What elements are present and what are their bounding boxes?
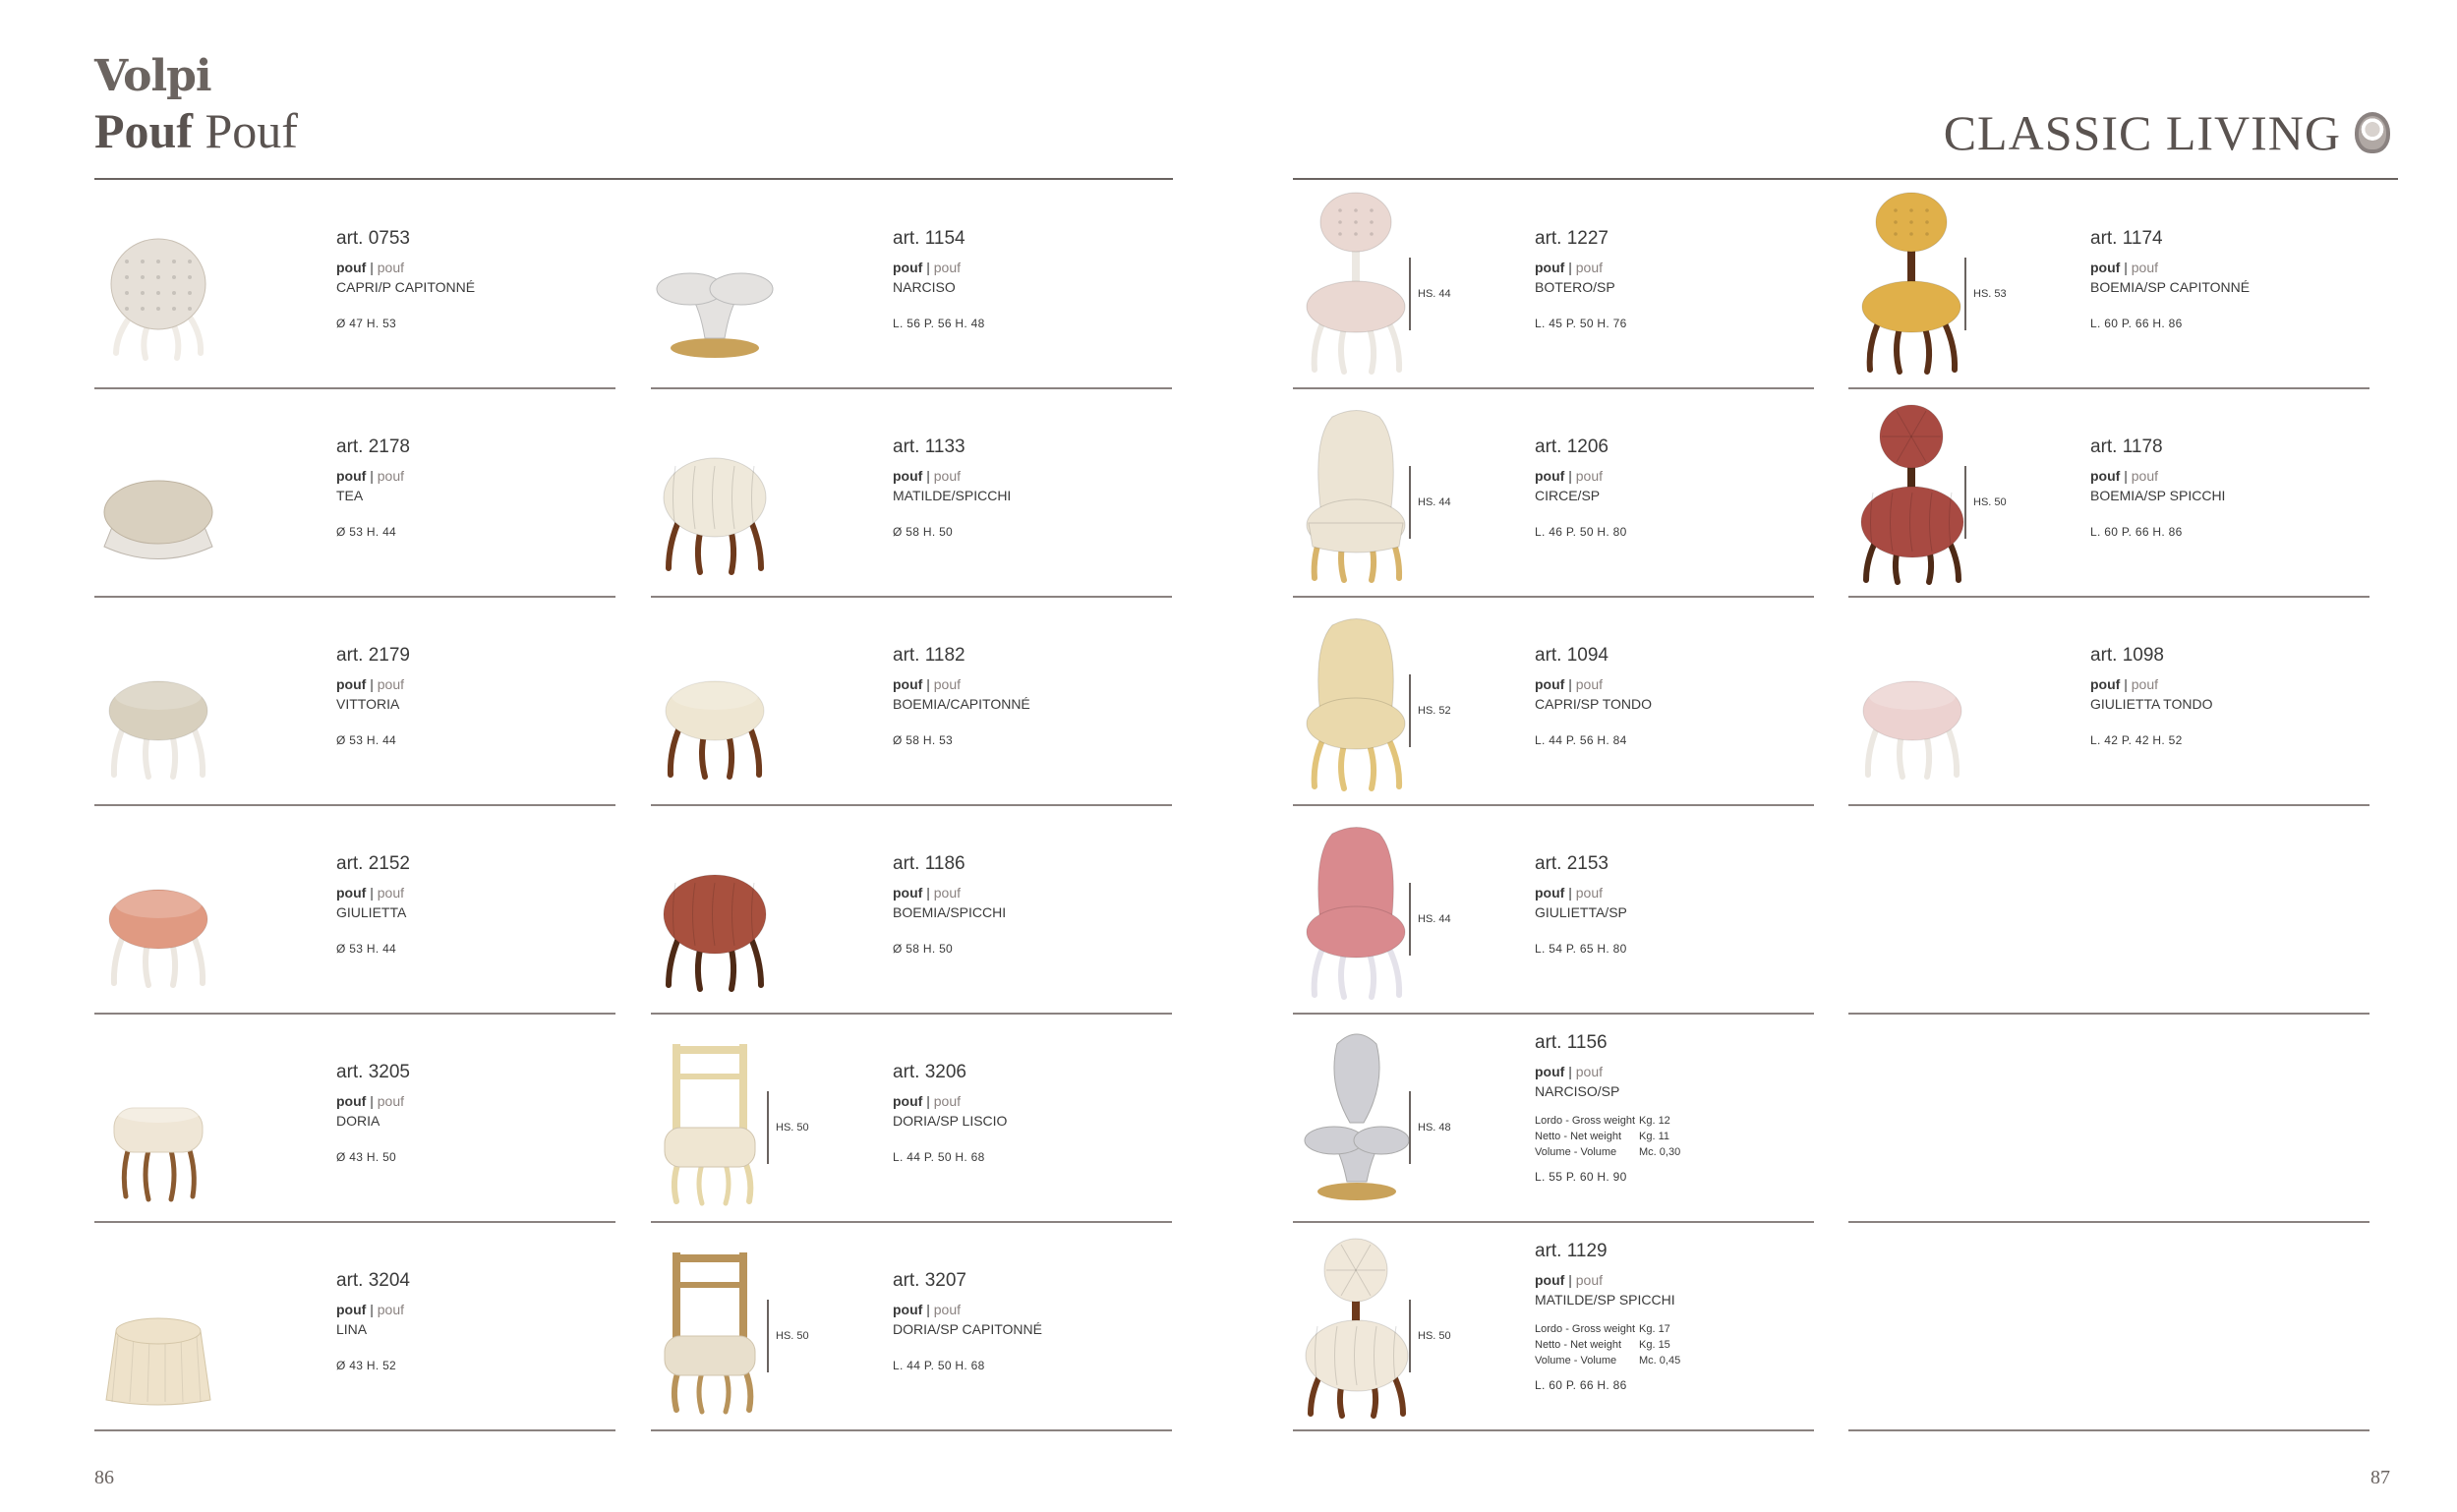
model-name: CIRCE/SP — [1535, 488, 1601, 503]
product-image — [1293, 1024, 1421, 1211]
model-name: BOEMIA/SP SPICCHI — [2090, 488, 2226, 503]
model-name: GIULIETTA — [336, 904, 407, 920]
model-name: LINA — [336, 1321, 368, 1337]
type-english: pouf — [377, 676, 404, 692]
product-type: pouf | pouf — [893, 1302, 961, 1317]
product-type: pouf | pouf — [336, 468, 404, 484]
product-card — [1293, 1013, 1814, 1223]
product-card — [1293, 804, 1814, 1015]
dimensions: L. 44 P. 50 H. 68 — [893, 1359, 985, 1372]
model-name: BOEMIA/SP CAPITONNÉ — [2090, 279, 2251, 295]
pouf-photo — [94, 608, 222, 794]
gross-weight-value: Kg. 12 — [1639, 1115, 1670, 1127]
dimensions: L. 55 P. 60 H. 90 — [1535, 1170, 1627, 1184]
model-name: VITTORIA — [336, 696, 400, 712]
pouf-photo — [1293, 1024, 1421, 1211]
model-name: GIULIETTA/SP — [1535, 904, 1627, 920]
type-italian: pouf — [1535, 885, 1565, 901]
dimensions: L. 56 P. 56 H. 48 — [893, 317, 985, 330]
pouf-photo — [94, 191, 222, 378]
product-info — [336, 1270, 615, 1372]
type-italian: pouf — [336, 885, 367, 901]
gross-weight-label: Lordo - Gross weight — [1535, 1115, 1636, 1127]
pouf-photo — [651, 399, 779, 586]
dimensions: L. 45 P. 50 H. 76 — [1535, 317, 1627, 330]
product-image — [1293, 816, 1421, 1003]
product-type: pouf | pouf — [893, 260, 961, 275]
model-name: MATILDE/SP SPICCHI — [1535, 1292, 1675, 1308]
product-info — [336, 436, 615, 539]
model-name: BOEMIA/CAPITONNÉ — [893, 696, 1030, 712]
model-name: GIULIETTA TONDO — [2090, 696, 2213, 712]
model-name: DORIA/SP LISCIO — [893, 1113, 1008, 1129]
article-number: art. 1154 — [893, 228, 965, 249]
type-italian: pouf — [893, 676, 923, 692]
model-name: NARCISO — [893, 279, 956, 295]
type-italian: pouf — [1535, 468, 1565, 484]
net-weight-value: Kg. 11 — [1639, 1131, 1669, 1142]
product-card — [651, 596, 1172, 806]
product-info — [893, 436, 1172, 539]
product-image — [651, 1024, 779, 1211]
product-card — [1293, 1221, 1814, 1431]
gross-weight-label: Lordo - Gross weight — [1535, 1323, 1636, 1335]
type-italian: pouf — [336, 1093, 367, 1109]
type-italian: pouf — [1535, 676, 1565, 692]
type-english: pouf — [1575, 676, 1603, 692]
product-image — [94, 399, 222, 586]
article-number: art. 1174 — [2090, 228, 2163, 249]
article-number: art. 0753 — [336, 228, 410, 249]
type-italian: pouf — [336, 1302, 367, 1317]
product-type: pouf | pouf — [1535, 260, 1603, 275]
type-english: pouf — [1575, 1272, 1603, 1288]
collection-emblem-icon — [2355, 112, 2390, 153]
product-type: pouf | pouf — [336, 1302, 404, 1317]
type-english: pouf — [2131, 676, 2158, 692]
product-type: pouf | pouf — [1535, 885, 1603, 901]
net-weight-value: Kg. 15 — [1639, 1339, 1670, 1351]
pouf-photo — [94, 1024, 222, 1211]
product-type: pouf | pouf — [893, 885, 961, 901]
product-info — [893, 853, 1172, 956]
product-image — [1848, 399, 1976, 586]
product-type: pouf | pouf — [893, 468, 961, 484]
type-english: pouf — [933, 676, 961, 692]
product-type: pouf | pouf — [2090, 468, 2158, 484]
product-type: pouf | pouf — [1535, 468, 1603, 484]
article-number: art. 1133 — [893, 436, 965, 457]
product-info — [2090, 436, 2369, 539]
product-image — [1848, 191, 1976, 378]
model-name: NARCISO/SP — [1535, 1083, 1620, 1099]
product-type: pouf | pouf — [336, 1093, 404, 1109]
product-type: pouf | pouf — [893, 676, 961, 692]
article-number: art. 3206 — [893, 1062, 966, 1082]
product-info — [893, 228, 1172, 330]
article-number: art. 3207 — [893, 1270, 966, 1291]
pouf-photo — [1848, 399, 1976, 586]
product-type: pouf | pouf — [336, 260, 404, 275]
product-info — [893, 645, 1172, 747]
dimensions: Ø 43 H. 52 — [336, 1359, 397, 1372]
dimensions: L. 60 P. 66 H. 86 — [2090, 525, 2183, 539]
pouf-photo — [94, 816, 222, 1003]
article-number: art. 2178 — [336, 436, 410, 457]
net-weight-label: Netto - Net weight — [1535, 1131, 1622, 1142]
article-number: art. 1206 — [1535, 436, 1609, 457]
product-card — [94, 596, 615, 806]
product-info — [893, 1270, 1172, 1372]
pouf-photo — [1848, 608, 1976, 794]
type-english: pouf — [2131, 468, 2158, 484]
empty-slot-divider — [1848, 1221, 2369, 1223]
type-italian: pouf — [2090, 468, 2121, 484]
type-english: pouf — [377, 885, 404, 901]
product-type: pouf | pouf — [1535, 1272, 1603, 1288]
weight-table — [1535, 1321, 1814, 1368]
model-name: BOEMIA/SPICCHI — [893, 904, 1007, 920]
product-type: pouf | pouf — [1535, 1064, 1603, 1079]
product-info — [1535, 228, 1814, 330]
type-italian: pouf — [893, 1302, 923, 1317]
pouf-photo — [651, 1233, 779, 1420]
article-number: art. 3205 — [336, 1062, 410, 1082]
article-number: art. 3204 — [336, 1270, 410, 1291]
pouf-photo — [1293, 399, 1421, 586]
type-italian: pouf — [893, 468, 923, 484]
product-info — [2090, 228, 2369, 330]
dimensions: L. 60 P. 66 H. 86 — [2090, 317, 2183, 330]
type-english: pouf — [1575, 260, 1603, 275]
product-card — [651, 179, 1172, 389]
type-english: pouf — [377, 260, 404, 275]
product-image — [94, 1024, 222, 1211]
type-italian: pouf — [893, 1093, 923, 1109]
product-info — [1535, 1032, 1814, 1184]
type-english: pouf — [1575, 885, 1603, 901]
product-image — [94, 816, 222, 1003]
gross-weight-value: Kg. 17 — [1639, 1323, 1670, 1335]
type-english: pouf — [933, 260, 961, 275]
article-number: art. 1129 — [1535, 1241, 1608, 1261]
type-english: pouf — [377, 468, 404, 484]
volume-label: Volume - Volume — [1535, 1146, 1617, 1158]
model-name: CAPRI/SP TONDO — [1535, 696, 1653, 712]
product-info — [336, 645, 615, 747]
product-type: pouf | pouf — [336, 885, 404, 901]
dimensions: L. 42 P. 42 H. 52 — [2090, 733, 2183, 747]
pouf-photo — [1293, 1233, 1421, 1420]
pouf-photo — [1293, 608, 1421, 794]
product-image — [1848, 608, 1976, 794]
seat-height-label: HS. 50 — [1409, 1300, 1451, 1372]
product-info — [1535, 645, 1814, 747]
product-image — [1293, 191, 1421, 378]
title-english: Pouf — [205, 103, 298, 158]
dimensions: Ø 53 H. 44 — [336, 525, 397, 539]
page-title — [94, 102, 298, 159]
article-number: art. 1178 — [2090, 436, 2163, 457]
dimensions: L. 60 P. 66 H. 86 — [1535, 1378, 1627, 1392]
type-english: pouf — [933, 1093, 961, 1109]
seat-height-label: HS. 50 — [767, 1091, 809, 1164]
pouf-photo — [1293, 191, 1421, 378]
product-info — [1535, 853, 1814, 956]
product-type: pouf | pouf — [1535, 676, 1603, 692]
type-italian: pouf — [893, 885, 923, 901]
type-english: pouf — [2131, 260, 2158, 275]
product-card — [1293, 179, 1814, 389]
pouf-photo — [651, 191, 779, 378]
seat-height-label: HS. 50 — [767, 1300, 809, 1372]
article-number: art. 1156 — [1535, 1032, 1608, 1053]
article-number: art. 1098 — [2090, 645, 2164, 666]
article-number: art. 2153 — [1535, 853, 1609, 874]
type-italian: pouf — [336, 676, 367, 692]
type-italian: pouf — [2090, 260, 2121, 275]
product-image — [651, 1233, 779, 1420]
type-english: pouf — [377, 1302, 404, 1317]
dimensions: Ø 58 H. 50 — [893, 525, 954, 539]
product-image — [651, 816, 779, 1003]
collection-name: CLASSIC LIVING — [1943, 105, 2341, 160]
dimensions: Ø 58 H. 50 — [893, 942, 954, 956]
type-english: pouf — [1575, 468, 1603, 484]
product-card — [94, 1221, 615, 1431]
brand-logo: Volpi — [94, 51, 211, 101]
product-card — [651, 1013, 1172, 1223]
article-number: art. 1227 — [1535, 228, 1609, 249]
type-italian: pouf — [1535, 1272, 1565, 1288]
type-english: pouf — [933, 885, 961, 901]
product-card — [1848, 596, 2369, 806]
article-number: art. 1094 — [1535, 645, 1609, 666]
article-number: art. 1182 — [893, 645, 965, 666]
page-number: 86 — [94, 1467, 114, 1488]
left-page — [0, 0, 1228, 1512]
product-card — [94, 804, 615, 1015]
product-card — [1848, 387, 2369, 598]
product-type: pouf | pouf — [2090, 260, 2158, 275]
weight-table — [1535, 1113, 1814, 1160]
product-image — [94, 1233, 222, 1420]
dimensions: L. 46 P. 50 H. 80 — [1535, 525, 1627, 539]
volume-value: Mc. 0,45 — [1639, 1355, 1681, 1367]
pouf-photo — [651, 608, 779, 794]
seat-height-label: HS. 50 — [1964, 466, 2007, 539]
type-italian: pouf — [336, 468, 367, 484]
pouf-photo — [651, 816, 779, 1003]
product-image — [1293, 1233, 1421, 1420]
product-type: pouf | pouf — [893, 1093, 961, 1109]
product-card — [1293, 596, 1814, 806]
right-page — [1228, 0, 2457, 1512]
pouf-photo — [94, 1233, 222, 1420]
volume-label: Volume - Volume — [1535, 1355, 1617, 1367]
product-card — [94, 179, 615, 389]
empty-slot-divider — [1848, 1013, 2369, 1015]
type-italian: pouf — [893, 260, 923, 275]
collection-title — [1944, 104, 2390, 161]
model-name: CAPRI/P CAPITONNÉ — [336, 279, 476, 295]
product-info — [1535, 1241, 1814, 1392]
product-card — [1293, 387, 1814, 598]
seat-height-label: HS. 52 — [1409, 674, 1451, 747]
article-number: art. 2152 — [336, 853, 410, 874]
seat-height-label: HS. 44 — [1409, 258, 1451, 330]
model-name: BOTERO/SP — [1535, 279, 1615, 295]
product-info — [336, 228, 615, 330]
article-number: art. 2179 — [336, 645, 410, 666]
type-english: pouf — [933, 468, 961, 484]
product-card — [1848, 179, 2369, 389]
product-card — [651, 804, 1172, 1015]
product-image — [651, 191, 779, 378]
empty-slot-divider — [1848, 1429, 2369, 1431]
seat-height-label: HS. 44 — [1409, 466, 1451, 539]
pouf-photo — [1848, 191, 1976, 378]
dimensions: Ø 47 H. 53 — [336, 317, 397, 330]
dimensions: L. 44 P. 50 H. 68 — [893, 1150, 985, 1164]
dimensions: Ø 43 H. 50 — [336, 1150, 397, 1164]
model-name: TEA — [336, 488, 364, 503]
product-card — [651, 1221, 1172, 1431]
dimensions: Ø 53 H. 44 — [336, 942, 397, 956]
product-image — [94, 191, 222, 378]
product-info — [1535, 436, 1814, 539]
title-italian: Pouf — [94, 103, 193, 158]
product-image — [651, 399, 779, 586]
article-number: art. 1186 — [893, 853, 965, 874]
product-image — [1293, 608, 1421, 794]
product-image — [651, 608, 779, 794]
product-card — [651, 387, 1172, 598]
product-info — [336, 853, 615, 956]
product-image — [1293, 399, 1421, 586]
seat-height-label: HS. 48 — [1409, 1091, 1451, 1164]
product-type: pouf | pouf — [336, 676, 404, 692]
net-weight-label: Netto - Net weight — [1535, 1339, 1622, 1351]
type-italian: pouf — [336, 260, 367, 275]
product-info — [2090, 645, 2369, 747]
dimensions: L. 44 P. 56 H. 84 — [1535, 733, 1627, 747]
pouf-photo — [94, 399, 222, 586]
product-card — [94, 1013, 615, 1223]
product-info — [893, 1062, 1172, 1164]
type-english: pouf — [933, 1302, 961, 1317]
page-number: 87 — [2370, 1467, 2390, 1488]
dimensions: Ø 53 H. 44 — [336, 733, 397, 747]
seat-height-label: HS. 44 — [1409, 883, 1451, 956]
product-card — [94, 387, 615, 598]
type-italian: pouf — [1535, 1064, 1565, 1079]
type-english: pouf — [1575, 1064, 1603, 1079]
type-english: pouf — [377, 1093, 404, 1109]
pouf-photo — [1293, 816, 1421, 1003]
type-italian: pouf — [1535, 260, 1565, 275]
model-name: MATILDE/SPICCHI — [893, 488, 1012, 503]
type-italian: pouf — [2090, 676, 2121, 692]
volume-value: Mc. 0,30 — [1639, 1146, 1681, 1158]
product-image — [94, 608, 222, 794]
model-name: DORIA/SP CAPITONNÉ — [893, 1321, 1042, 1337]
model-name: DORIA — [336, 1113, 380, 1129]
product-info — [336, 1062, 615, 1164]
product-type: pouf | pouf — [2090, 676, 2158, 692]
dimensions: L. 54 P. 65 H. 80 — [1535, 942, 1627, 956]
seat-height-label: HS. 53 — [1964, 258, 2007, 330]
dimensions: Ø 58 H. 53 — [893, 733, 954, 747]
pouf-photo — [651, 1024, 779, 1211]
